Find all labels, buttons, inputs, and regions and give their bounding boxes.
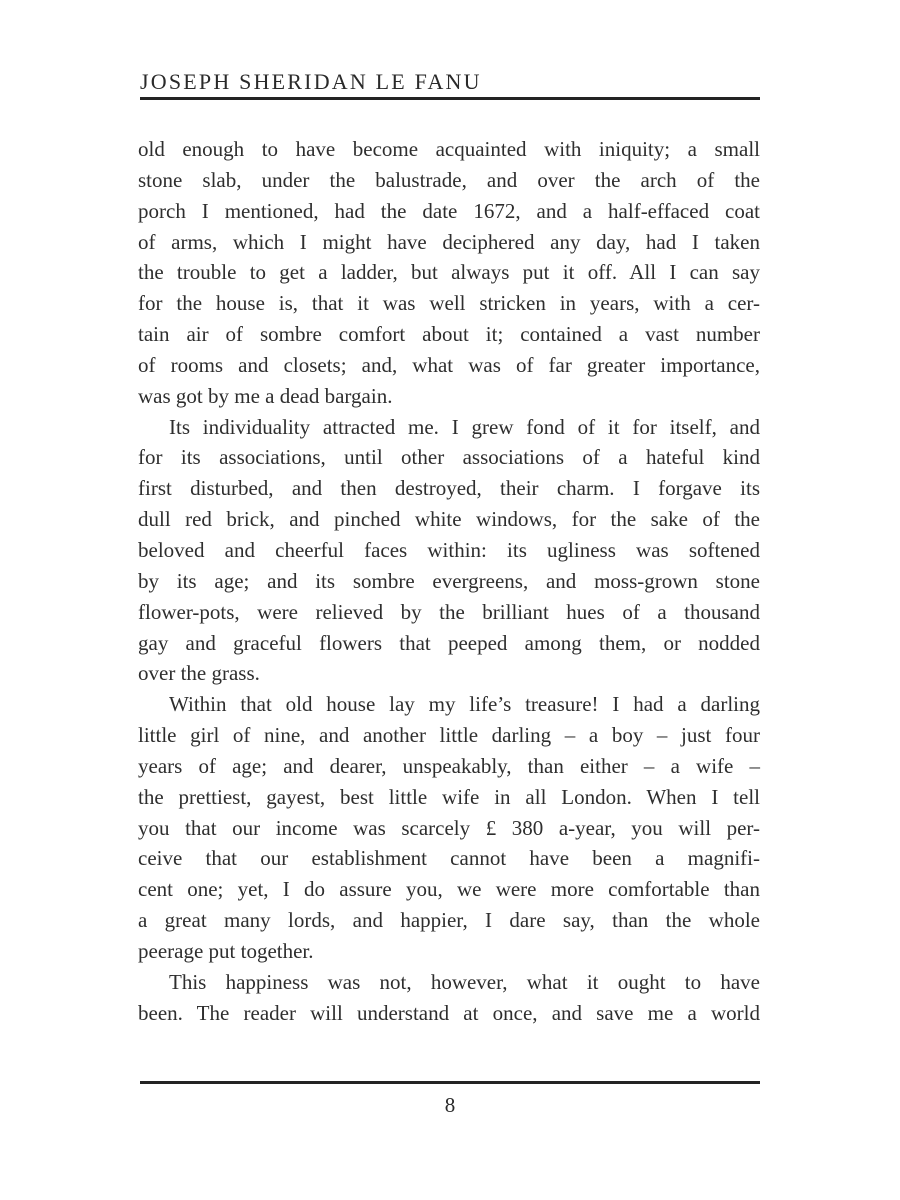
text-line: flower-pots, were relieved by the brilliant hues of a thousand <box>138 599 760 624</box>
text-line: for the house is, that it was well stricken in years, with a cer- <box>138 291 760 316</box>
paragraph <box>138 689 760 967</box>
paragraph <box>138 412 760 690</box>
text-line: stone slab, under the balustrade, and over the arch of the <box>138 167 760 192</box>
text-line: cent one; yet, I do assure you, we were more comfortable than <box>138 877 760 902</box>
text-line: little girl of nine, and another little darling – a boy – just four <box>138 723 760 748</box>
header-rule <box>140 97 760 100</box>
text-line: over the grass. <box>138 661 260 686</box>
text-line: a great many lords, and happier, I dare say, than the whole <box>138 908 760 933</box>
running-header-author: JOSEPH SHERIDAN LE FANU <box>140 69 482 94</box>
text-line: by its age; and its sombre evergreens, and moss-grown stone <box>138 568 760 593</box>
text-line: of arms, which I might have deciphered any day, had I taken <box>138 229 760 254</box>
text-line: was got by me a dead bargain. <box>138 383 393 408</box>
text-line: the prettiest, gayest, best little wife in all London. When I tell <box>138 784 760 809</box>
paragraph <box>138 967 760 1029</box>
text-line: old enough to have become acquainted with iniquity; a small <box>138 137 760 161</box>
text-line: years of age; and dearer, unspeakably, than either – a wife – <box>138 753 760 778</box>
text-line: first disturbed, and then destroyed, their charm. I forgave its <box>138 476 760 501</box>
text-line: Its individuality attracted me. I grew fond of it for itself, and <box>169 414 760 439</box>
text-line: peerage put together. <box>138 938 314 963</box>
paragraph <box>138 134 760 412</box>
text-line: beloved and cheerful faces within: its ugliness was softened <box>138 537 760 562</box>
text-line: of rooms and closets; and, what was of far greater importance, <box>138 352 760 377</box>
text-line: the trouble to get a ladder, but always put it off. All I can say <box>138 260 760 285</box>
text-line: been. The reader will understand at once, and save me a world <box>138 1000 760 1025</box>
text-line: This happiness was not, however, what it ought to have <box>169 969 760 994</box>
text-line: gay and graceful flowers that peeped among them, or nodded <box>138 630 760 655</box>
text-line: for its associations, until other associations of a hateful kind <box>138 445 760 470</box>
page-number: 8 <box>444 1093 456 1117</box>
text-line: dull red brick, and pinched white windows, for the sake of the <box>138 507 760 532</box>
text-line: porch I mentioned, had the date 1672, and a half-effaced coat <box>138 198 760 223</box>
body-text <box>138 134 760 1028</box>
text-line: you that our income was scarcely £ 380 a-year, you will per- <box>138 815 760 840</box>
text-line: ceive that our establishment cannot have been a magnifi- <box>138 846 760 871</box>
text-line: Within that old house lay my life’s treasure! I had a darling <box>169 692 760 717</box>
text-line: tain air of sombre comfort about it; contained a vast number <box>138 322 760 347</box>
footer-rule <box>140 1081 760 1084</box>
